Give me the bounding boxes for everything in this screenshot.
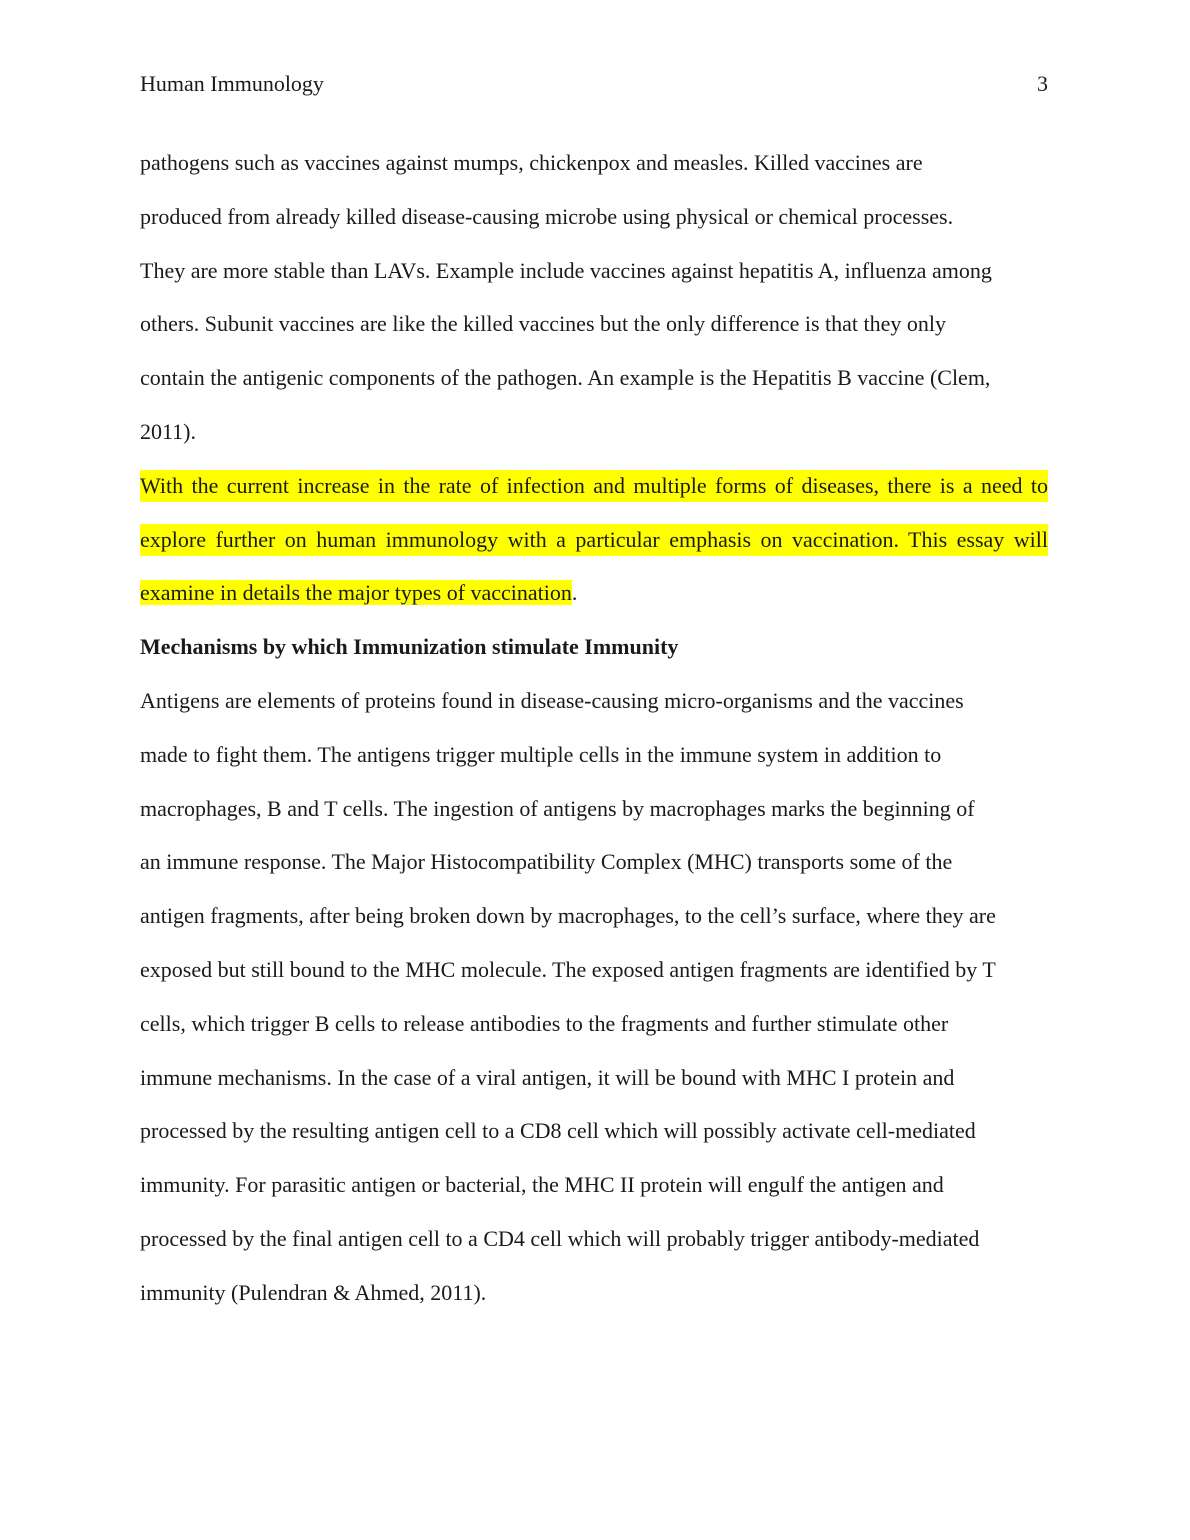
paragraph-vaccine-types <box>140 136 1050 459</box>
highlight: With the current increase in the rate of infection and multiple forms of diseases, there is a need to <box>140 470 1048 502</box>
text-line: pathogens such as vaccines against mumps, chickenpox and measles. Killed vaccines are <box>140 150 923 175</box>
text-line: antigen fragments, after being broken down by macrophages, to the cell’s surface, where they are <box>140 903 996 929</box>
text-line: 2011). <box>140 418 197 444</box>
section-heading <box>140 620 1050 674</box>
running-title: Human Immunology <box>140 71 324 96</box>
text-line: exposed but still bound to the MHC molecule. The exposed antigen fragments are identified by T <box>140 956 996 982</box>
highlight: explore further on human immunology with a particular emphasis on vaccination. This essay will <box>140 524 1048 556</box>
highlighted-line <box>140 459 1050 513</box>
text-line: Antigens are elements of proteins found in disease-causing micro-organisms and the vaccines <box>140 687 964 713</box>
page-number: 3 <box>1037 71 1048 96</box>
text-line: immune mechanisms. In the case of a viral antigen, it will be bound with MHC I protein and <box>140 1064 955 1090</box>
document-body <box>140 136 1050 1320</box>
text-line: others. Subunit vaccines are like the killed vaccines but the only difference is that they only <box>140 311 947 337</box>
text-line: immunity (Pulendran & Ahmed, 2011). <box>140 1279 487 1305</box>
highlight: examine in details the major types of vaccination <box>140 580 572 606</box>
text-line: processed by the final antigen cell to a CD4 cell which will probably trigger antibody-mediated <box>140 1225 980 1251</box>
running-header <box>140 68 1048 100</box>
text-line: processed by the resulting antigen cell to a CD8 cell which will possibly activate cell-mediated <box>140 1118 976 1144</box>
text-line: macrophages, B and T cells. The ingestion of antigens by macrophages marks the beginning of <box>140 795 975 821</box>
highlighted-line-last <box>140 566 1050 620</box>
text-line: They are more stable than LAVs. Example include vaccines against hepatitis A, influenza among <box>140 257 992 283</box>
paragraph-thesis-highlighted <box>140 459 1050 620</box>
text-line: made to fight them. The antigens trigger multiple cells in the immune system in addition to <box>140 741 942 767</box>
trailing-period: . <box>571 580 578 606</box>
text-line: contain the antigenic components of the pathogen. An example is the Hepatitis B vaccine (Clem, <box>140 365 991 391</box>
heading-text: Mechanisms by which Immunization stimulate Immunity <box>140 634 679 660</box>
text-line: cells, which trigger B cells to release antibodies to the fragments and further stimulate other <box>140 1010 949 1036</box>
text-line: immunity. For parasitic antigen or bacterial, the MHC II protein will engulf the antigen and <box>140 1172 944 1198</box>
text-line: an immune response. The Major Histocompatibility Complex (MHC) transports some of the <box>140 849 953 875</box>
highlighted-line <box>140 513 1050 567</box>
text-line: produced from already killed disease-causing microbe using physical or chemical processes. <box>140 203 954 229</box>
paragraph-mechanisms <box>140 674 1050 1320</box>
